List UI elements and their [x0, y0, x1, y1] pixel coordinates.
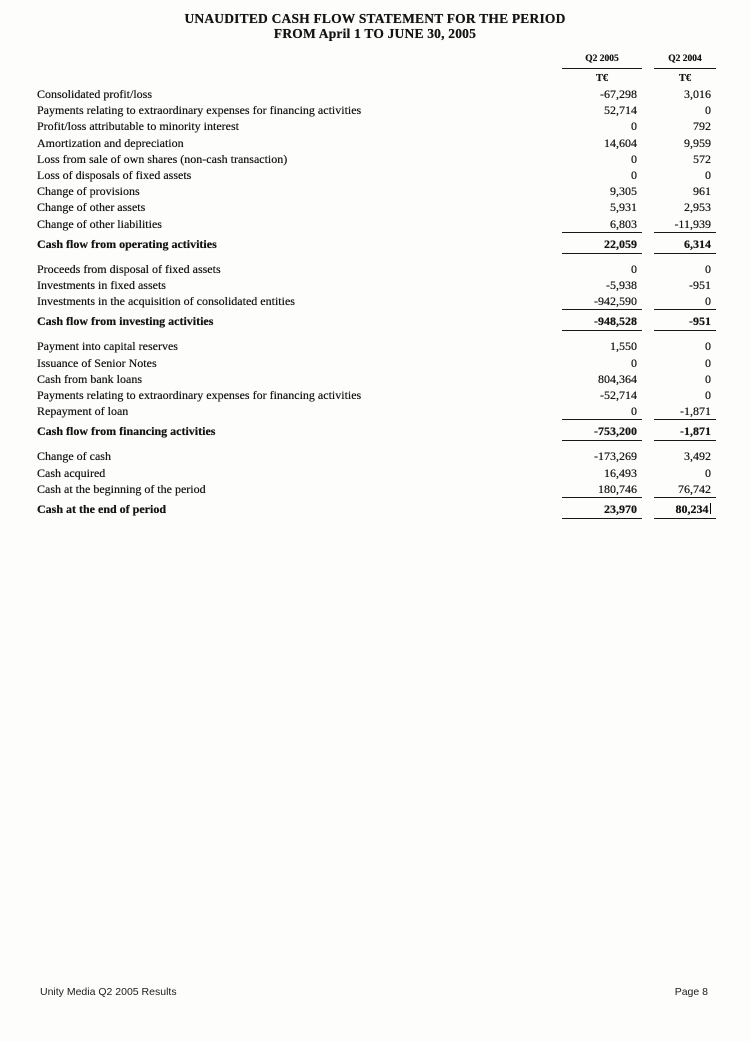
- row-label: Proceeds from disposal of fixed assets: [37, 261, 221, 276]
- table-row: [37, 338, 716, 354]
- row-value-q2-2005: 22,059: [562, 236, 642, 254]
- row-label: Cash flow from financing activities: [37, 424, 216, 439]
- row-value-q2-2005: 0: [631, 168, 637, 183]
- row-value-q2-2005: 0: [631, 119, 637, 134]
- row-label: Loss of disposals of fixed assets: [37, 168, 192, 183]
- row-value-q2-2004: 0: [705, 261, 711, 276]
- row-label: Change of other liabilities: [37, 216, 162, 231]
- row-value-q2-2005: 0: [562, 403, 642, 420]
- unit-label-q2-2005: T€: [595, 73, 609, 84]
- table-row: [37, 183, 716, 199]
- row-label: Amortization and depreciation: [37, 135, 184, 150]
- row-label: Cash at the end of period: [37, 502, 167, 517]
- footer-document-name: Unity Media Q2 2005 Results: [40, 986, 177, 998]
- column-header-q2-2005: Q2 2005: [562, 53, 642, 69]
- table-header-row: [37, 53, 716, 69]
- table-row: [37, 135, 716, 151]
- row-label: Cash flow from investing activities: [37, 314, 214, 329]
- row-value-q2-2005: 16,493: [604, 465, 637, 480]
- row-value-q2-2004: 6,314: [654, 236, 716, 254]
- row-value-q2-2005: -948,528: [562, 313, 642, 331]
- title-line-1: UNAUDITED CASH FLOW STATEMENT FOR THE PERIOD: [184, 11, 566, 26]
- title-line-2: FROM April 1 TO JUNE 30, 2005: [273, 26, 477, 41]
- table-row: [37, 465, 716, 481]
- row-value-q2-2005: -753,200: [562, 423, 642, 441]
- row-label: Payments relating to extraordinary expenses for financing activities: [37, 388, 362, 403]
- table-body: [37, 86, 716, 519]
- row-label: Cash flow from operating activities: [37, 236, 217, 251]
- row-value-q2-2004: 572: [693, 151, 711, 166]
- row-value-q2-2005: -942,590: [562, 293, 642, 310]
- row-value-q2-2005: 180,746: [562, 481, 642, 498]
- table-row: [37, 355, 716, 371]
- row-value-q2-2004: 0: [705, 465, 711, 480]
- column-header-q2-2004: Q2 2004: [654, 53, 716, 69]
- row-value-q2-2005: 14,604: [604, 135, 637, 150]
- row-value-q2-2004: 961: [693, 184, 711, 199]
- table-row: [37, 403, 716, 420]
- row-label: Cash acquired: [37, 465, 106, 480]
- row-label: Cash from bank loans: [37, 371, 142, 386]
- row-value-q2-2005: -52,714: [600, 388, 637, 403]
- row-value-q2-2005: 804,364: [598, 371, 637, 386]
- cash-flow-table: [37, 53, 716, 519]
- document-title: [0, 0, 750, 41]
- row-value-q2-2004: 80,234: [654, 501, 716, 519]
- footer-page-number: Page 8: [674, 986, 708, 998]
- row-value-q2-2004: 2,953: [684, 200, 711, 215]
- row-value-q2-2005: 52,714: [604, 103, 637, 118]
- text-cursor: [710, 503, 712, 514]
- row-value-q2-2005: -173,269: [594, 449, 637, 464]
- table-row: [37, 277, 716, 293]
- row-label: Loss from sale of own shares (non-cash transaction): [37, 151, 288, 166]
- page-footer: [40, 986, 708, 998]
- table-row: [37, 313, 716, 331]
- row-value-q2-2004: -11,939: [654, 216, 716, 233]
- row-value-q2-2004: -951: [689, 278, 711, 293]
- row-value-q2-2005: 6,803: [562, 216, 642, 233]
- table-row: [37, 261, 716, 277]
- table-row: [37, 102, 716, 118]
- row-value-q2-2004: 9,959: [684, 135, 711, 150]
- row-label: Change of provisions: [37, 184, 140, 199]
- row-value-q2-2005: 23,970: [562, 501, 642, 519]
- table-row: [37, 371, 716, 387]
- table-row: [37, 167, 716, 183]
- table-row: [37, 216, 716, 233]
- row-value-q2-2004: -951: [654, 313, 716, 331]
- table-row: [37, 151, 716, 167]
- row-label: Change of other assets: [37, 200, 146, 215]
- row-label: Investments in fixed assets: [37, 278, 166, 293]
- row-label: Profit/loss attributable to minority interest: [37, 119, 239, 134]
- table-row: [37, 86, 716, 102]
- table-row: [37, 387, 716, 403]
- row-value-q2-2004: -1,871: [654, 423, 716, 441]
- unit-label-q2-2004: T€: [678, 73, 692, 84]
- table-row: [37, 293, 716, 310]
- row-label: Payment into capital reserves: [37, 339, 178, 354]
- row-value-q2-2004: 792: [693, 119, 711, 134]
- row-value-q2-2005: -5,938: [606, 278, 637, 293]
- table-row: [37, 501, 716, 519]
- row-label: Cash at the beginning of the period: [37, 481, 206, 496]
- table-unit-row: [37, 69, 716, 86]
- row-value-q2-2004: 0: [705, 371, 711, 386]
- table-row: [37, 481, 716, 498]
- row-value-q2-2004: 3,016: [684, 87, 711, 101]
- row-value-q2-2005: 0: [631, 355, 637, 370]
- row-value-q2-2004: 76,742: [654, 481, 716, 498]
- table-row: [37, 423, 716, 441]
- table-row: [37, 199, 716, 215]
- row-value-q2-2004: 0: [705, 103, 711, 118]
- table-row: [37, 118, 716, 134]
- row-value-q2-2005: 5,931: [610, 200, 637, 215]
- row-label: Investments in the acquisition of consolidated entities: [37, 294, 295, 309]
- row-value-q2-2004: 0: [705, 339, 711, 354]
- row-label: Consolidated profit/loss: [37, 87, 152, 101]
- row-value-q2-2004: 3,492: [684, 449, 711, 464]
- row-value-q2-2004: 0: [654, 293, 716, 310]
- row-value-q2-2004: 0: [705, 388, 711, 403]
- row-value-q2-2005: -67,298: [600, 87, 637, 101]
- row-value-q2-2005: 1,550: [610, 339, 637, 354]
- row-label: Issuance of Senior Notes: [37, 355, 157, 370]
- row-value-q2-2005: 9,305: [610, 184, 637, 199]
- row-value-q2-2004: -1,871: [654, 403, 716, 420]
- table-row: [37, 236, 716, 254]
- row-value-q2-2005: 0: [631, 151, 637, 166]
- row-label: Change of cash: [37, 449, 111, 464]
- row-value-q2-2004: 0: [705, 168, 711, 183]
- row-label: Payments relating to extraordinary expenses for financing activities: [37, 103, 362, 118]
- row-value-q2-2004: 0: [705, 355, 711, 370]
- row-label: Repayment of loan: [37, 404, 129, 419]
- table-row: [37, 448, 716, 464]
- row-value-q2-2005: 0: [631, 261, 637, 276]
